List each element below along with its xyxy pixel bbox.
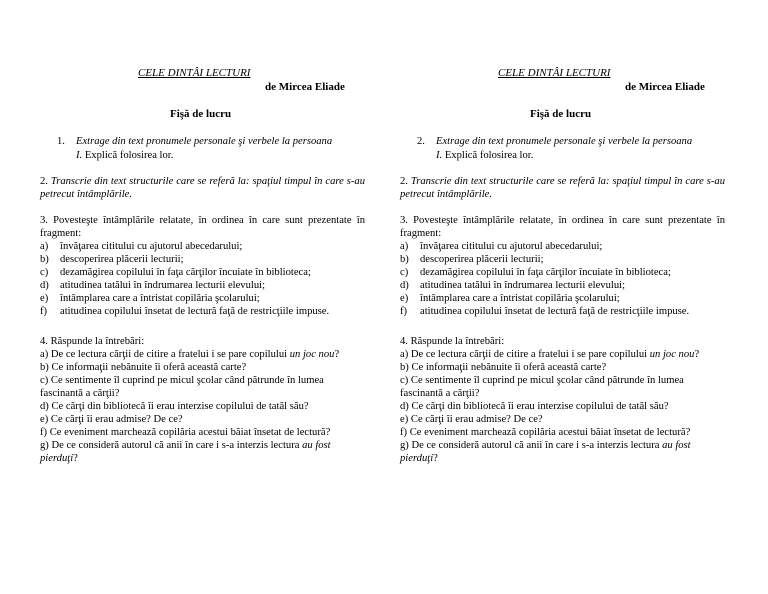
list-item xyxy=(400,266,725,279)
question-4e: e) Ce cărţi îi erau admise? De ce? xyxy=(400,414,543,425)
question-2 xyxy=(400,175,725,201)
question-4a-text: a) De ce lectura cărţii de citire a fratelui i se pare copilului xyxy=(40,349,290,360)
list-item-letter: b) xyxy=(40,254,49,265)
question-1-line2-rest: Explică folosirea lor. xyxy=(442,150,534,161)
list-item-text: descoperirea plăcerii lecturii; xyxy=(60,254,184,265)
question-3 xyxy=(400,214,725,318)
question-1-line2 xyxy=(436,149,533,162)
list-item xyxy=(40,292,365,305)
question-1-line2-rest: Explică folosirea lor. xyxy=(82,150,174,161)
sheet-label: Fişă de lucru xyxy=(170,108,232,120)
question-4e: e) Ce cărţi îi erau admise? De ce? xyxy=(40,414,183,425)
question-2-text: Transcrie din text structurile care se referă la: spaţiul timpul în care s-au petrecut întâmplările. xyxy=(40,176,365,200)
question-4f: f) Ce eveniment marchează copilăria acestui băiat însetat de lectură? xyxy=(400,427,691,438)
question-3 xyxy=(40,214,365,318)
question-1-line2-italic: I. xyxy=(76,150,83,161)
question-1-number: 1. xyxy=(57,136,65,147)
question-4g-italic: au fost pierduţi xyxy=(40,440,331,464)
list-item-text: atitudinea tatălui în îndrumarea lecturii elevului; xyxy=(420,280,626,291)
list-item xyxy=(40,305,365,318)
question-4c: c) Ce sentimente îl cuprind pe micul şcolar când pătrunde în lumea fascinantă a cărţii? xyxy=(40,375,324,399)
question-2-text: Transcrie din text structurile care se referă la: spaţiul timpul în care s-au petrecut întâmplările. xyxy=(400,176,725,200)
question-2 xyxy=(40,175,365,201)
question-4a-text: a) De ce lectura cărţii de citire a fratelui i se pare copilului xyxy=(400,349,650,360)
list-item xyxy=(400,253,725,266)
question-4-heading: 4. Răspunde la întrebări: xyxy=(40,336,145,347)
question-4 xyxy=(400,335,725,465)
worksheet-title: CELE DINTÂI LECTURI xyxy=(138,67,251,79)
question-1-text: Extrage din text pronumele personale şi verbele la persoana xyxy=(436,136,693,147)
sheet-label: Fişă de lucru xyxy=(530,108,592,120)
question-1-number: 2. xyxy=(417,136,425,147)
question-1-text: Extrage din text pronumele personale şi verbele la persoana xyxy=(76,136,333,147)
list-item-letter: e) xyxy=(400,293,409,304)
question-3-heading: 3. Povesteşte întâmplările relatate, în ordinea în care sunt prezentate în fragment: xyxy=(40,215,365,239)
question-4g xyxy=(40,439,365,465)
list-item-letter: c) xyxy=(400,267,409,278)
question-4g xyxy=(400,439,725,465)
list-item-text: dezamăgirea copilului în faţa cărţilor încuiate în biblioteca; xyxy=(420,267,671,278)
list-item-letter: d) xyxy=(400,280,409,291)
list-item xyxy=(40,240,365,253)
list-item xyxy=(40,279,365,292)
list-item-text: întâmplarea care a întristat copilăria şcolarului; xyxy=(60,293,260,304)
question-4a-end: ? xyxy=(334,349,340,360)
question-4d: d) Ce cărţi din bibliotecă îi erau interzise copilului de tatăl său? xyxy=(40,401,309,412)
list-item-text: învăţarea cititului cu ajutorul abecedarului; xyxy=(60,241,243,252)
list-item xyxy=(400,279,725,292)
list-item-text: atitudinea copilului însetat de lectură faţă de restricţiile impuse. xyxy=(60,306,330,317)
question-4b: b) Ce informaţii nebănuite îi oferă această carte? xyxy=(400,362,607,373)
list-item-letter: c) xyxy=(40,267,49,278)
question-4a xyxy=(40,348,365,361)
list-item-letter: e) xyxy=(40,293,49,304)
list-item-text: atitudinea copilului însetat de lectură faţă de restricţiile impuse. xyxy=(420,306,690,317)
list-item-letter: d) xyxy=(40,280,49,291)
list-item xyxy=(400,305,725,318)
question-1-line2-italic: I. xyxy=(436,150,443,161)
question-4b: b) Ce informaţii nebănuite îi oferă această carte? xyxy=(40,362,247,373)
list-item xyxy=(40,253,365,266)
list-item-letter: a) xyxy=(400,241,409,252)
question-4c: c) Ce sentimente îl cuprind pe micul şcolar când pătrunde în lumea fascinantă a cărţii? xyxy=(400,375,684,399)
worksheet-author: de Mircea Eliade xyxy=(265,81,345,93)
question-4g-text: g) De ce consideră autorul că anii în care i s-a interzis lectura xyxy=(400,440,663,451)
question-4g-italic: au fost pierduţi xyxy=(400,440,691,464)
list-item xyxy=(40,266,365,279)
question-4f: f) Ce eveniment marchează copilăria acestui băiat însetat de lectură? xyxy=(40,427,331,438)
question-4g-end: ? xyxy=(73,453,78,464)
question-3-heading: 3. Povesteşte întâmplările relatate, în ordinea în care sunt prezentate în fragment: xyxy=(400,215,725,239)
question-1-line2 xyxy=(76,149,173,162)
list-item xyxy=(400,240,725,253)
list-item-letter: b) xyxy=(400,254,409,265)
list-item-text: întâmplarea care a întristat copilăria şcolarului; xyxy=(420,293,620,304)
list-item-text: atitudinea tatălui în îndrumarea lecturii elevului; xyxy=(60,280,266,291)
list-item-letter: f) xyxy=(40,306,48,317)
worksheet-title: CELE DINTÂI LECTURI xyxy=(498,67,611,79)
question-4 xyxy=(40,335,365,465)
question-4-heading: 4. Răspunde la întrebări: xyxy=(400,336,505,347)
list-item-text: dezamăgirea copilului în faţa cărţilor încuiate în biblioteca; xyxy=(60,267,311,278)
question-4a-italic: un joc nou xyxy=(289,349,335,360)
list-item-text: învăţarea cititului cu ajutorul abecedarului; xyxy=(420,241,603,252)
question-4a-end: ? xyxy=(694,349,700,360)
question-4g-end: ? xyxy=(433,453,438,464)
list-item-text: descoperirea plăcerii lecturii; xyxy=(420,254,544,265)
list-item-letter: f) xyxy=(400,306,408,317)
question-4a xyxy=(400,348,725,361)
list-item xyxy=(400,292,725,305)
list-item-letter: a) xyxy=(40,241,49,252)
question-4g-text: g) De ce consideră autorul că anii în care i s-a interzis lectura xyxy=(40,440,303,451)
question-2-number: 2. xyxy=(400,176,408,187)
question-2-number: 2. xyxy=(40,176,48,187)
question-4a-italic: un joc nou xyxy=(649,349,695,360)
question-4d: d) Ce cărţi din bibliotecă îi erau interzise copilului de tatăl său? xyxy=(400,401,669,412)
worksheet-author: de Mircea Eliade xyxy=(625,81,705,93)
